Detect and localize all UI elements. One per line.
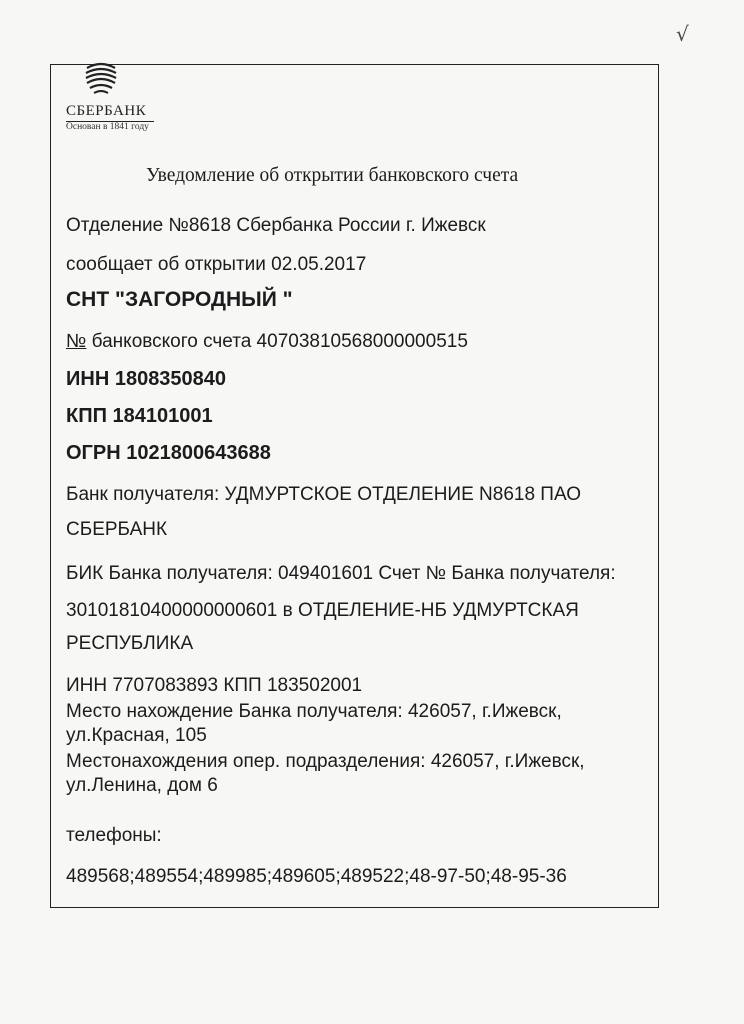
bank-location-line-2: ул.Красная, 105 <box>66 725 207 746</box>
division-location-line-1: Местонахождения опер. подразделения: 426057, г.Ижевск, <box>66 751 585 772</box>
account-number-line <box>66 331 468 353</box>
sberbank-logo-icon <box>83 58 119 100</box>
bank-name-line-2: СБЕРБАНК <box>66 519 168 540</box>
kpp-line: КПП 184101001 <box>66 405 213 427</box>
correspondent-account-line-1: 30101810400000000601 в ОТДЕЛЕНИЕ-НБ УДМУРТСКАЯ <box>66 600 579 621</box>
inn-line: ИНН 1808350840 <box>66 368 227 390</box>
handwritten-checkmark: √ <box>676 22 689 46</box>
logo-tagline: Основан в 1841 году <box>66 122 149 132</box>
organization-name: СНТ "ЗАГОРОДНЫЙ " <box>66 288 293 311</box>
bank-inn-kpp-line: ИНН 7707083893 КПП 183502001 <box>66 675 363 696</box>
number-sign: № <box>66 331 87 352</box>
bik-line: БИК Банка получателя: 049401601 Счет № Банка получателя: <box>66 563 616 584</box>
bank-name-line-1: Банк получателя: УДМУРТСКОЕ ОТДЕЛЕНИЕ N8618 ПАО <box>66 484 581 505</box>
phones-list: 489568;489554;489985;489605;489522;48-97-50;48-95-36 <box>66 866 567 887</box>
ogrn-line: ОГРН 1021800643688 <box>66 442 271 464</box>
bank-location-line-1: Место нахождение Банка получателя: 426057, г.Ижевск, <box>66 701 562 722</box>
logo-wordmark: СБЕРБАНК <box>66 103 147 119</box>
sberbank-logo <box>66 58 166 138</box>
phones-label: телефоны: <box>66 825 162 846</box>
correspondent-account-line-2: РЕСПУБЛИКА <box>66 633 194 654</box>
branch-line: Отделение №8618 Сбербанка России г. Ижевск <box>66 215 486 236</box>
account-number-text: банковского счета 40703810568000000515 <box>86 331 468 352</box>
document-title: Уведомление об открытии банковского счета <box>146 165 519 186</box>
opened-date-line: сообщает об открытии 02.05.2017 <box>66 254 367 275</box>
division-location-line-2: ул.Ленина, дом 6 <box>66 775 218 796</box>
